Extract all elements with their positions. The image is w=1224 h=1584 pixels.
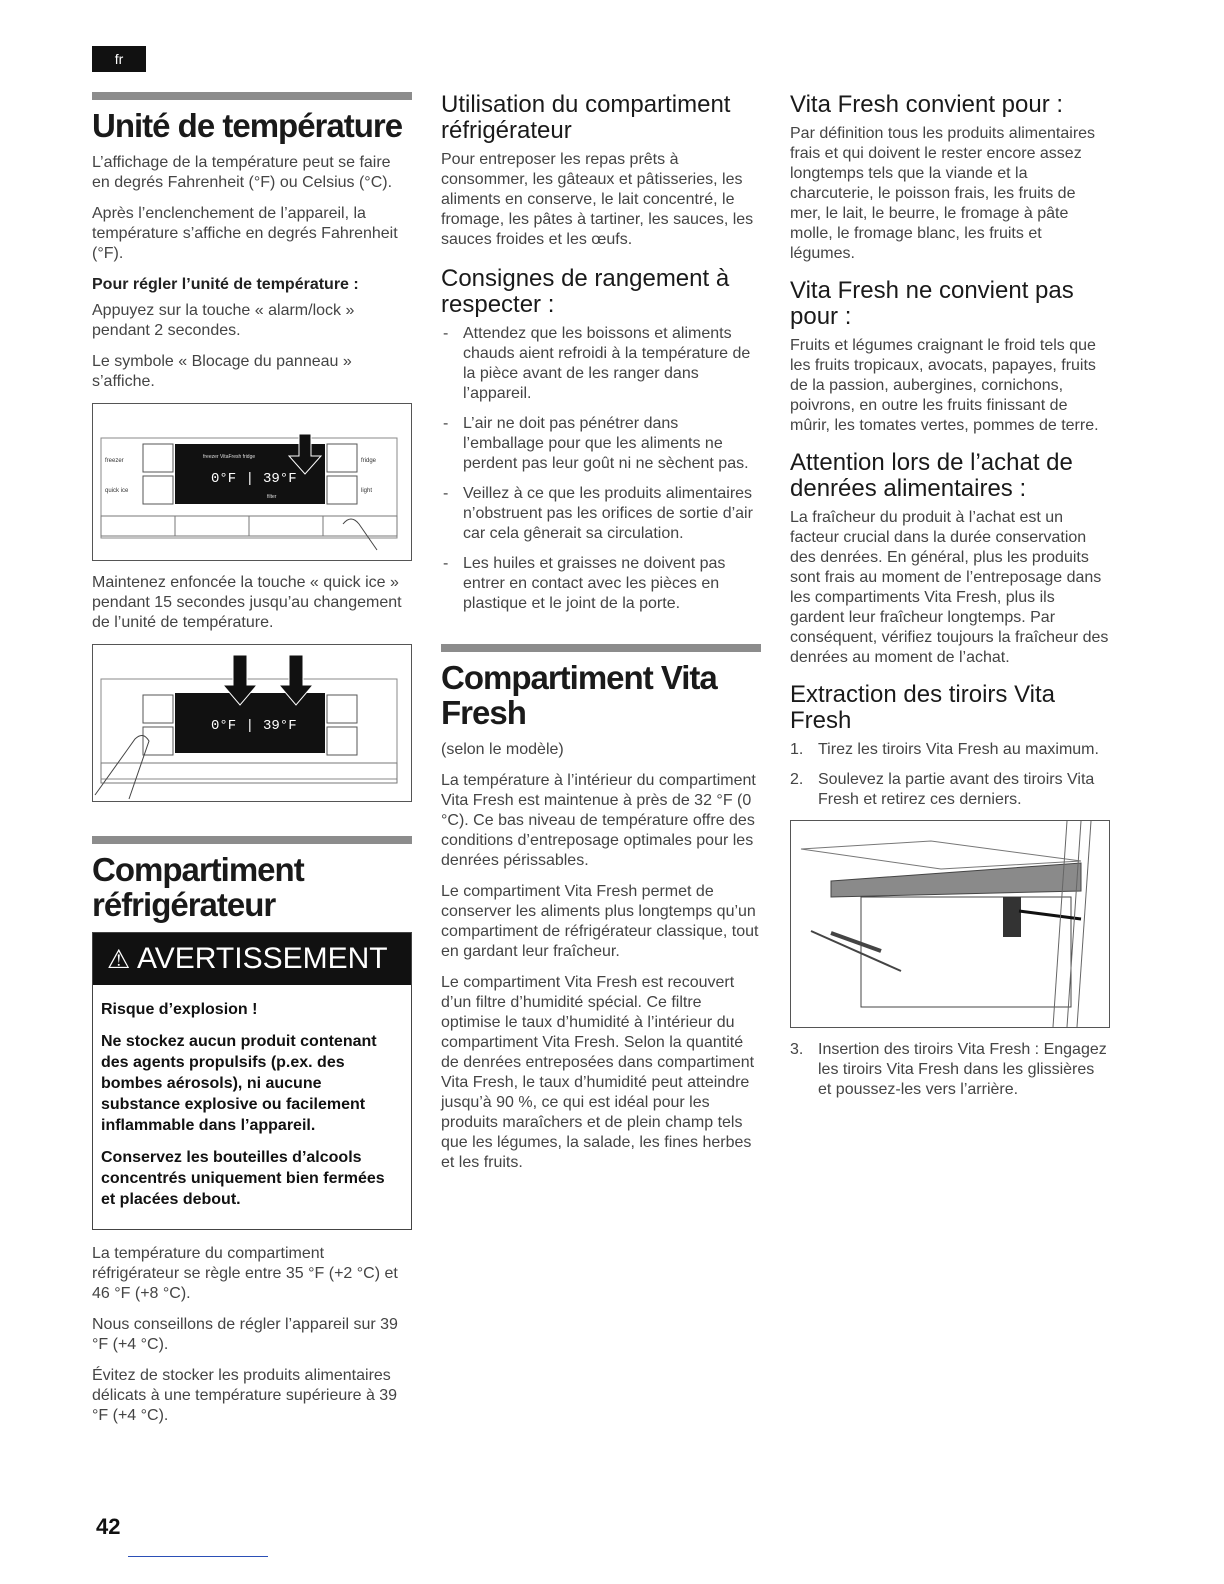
heading-fridge-usage: Utilisation du compartiment réfrigérateur <box>441 91 731 144</box>
subheading: Pour régler l’unité de température : <box>92 276 359 293</box>
drawer-figure <box>790 820 1110 1028</box>
step-text: Insertion des tiroirs Vita Fresh : Engagez les tiroirs Vita Fresh dans les glissières et poussez-les vers l’arrière. <box>818 1041 1107 1098</box>
warning-text: Ne stockez aucun produit contenant des agents propulsifs (p.ex. des bombes aérosols), ni aucune substance explosive ou facilement inflammable dans l’appareil. <box>101 1033 377 1134</box>
warning-title: AVERTISSEMENT <box>137 942 388 975</box>
column-1 <box>92 92 412 1437</box>
section-rule <box>92 836 412 844</box>
step-number: 3. <box>790 1041 804 1058</box>
fridge-temp-readout: 39°F <box>263 471 297 487</box>
paragraph: La température à l’intérieur du compartiment Vita Fresh est maintenue à près de 32 °F (0 °C). Ce bas niveau de température offre des conditions d’entreposage optimales pour les denrées périssables. <box>441 772 756 869</box>
language-tab: fr <box>92 46 146 72</box>
warning-triangle-icon: ⚠ <box>107 944 131 974</box>
paragraph: Maintenez enfoncée la touche « quick ice » pendant 15 secondes jusqu’au changement de l’unité de température. <box>92 574 402 631</box>
heading-vita-fresh: Compartiment Vita Fresh <box>441 659 717 731</box>
quick-ice-label: quick ice <box>105 488 129 494</box>
control-panel-figure-2 <box>92 644 412 802</box>
finger-icon <box>343 519 377 550</box>
heading-fridge-compartment: Compartiment réfrigérateur <box>92 851 304 923</box>
step-item <box>790 770 1110 810</box>
column-2 <box>441 92 761 1184</box>
list-item: - Les huiles et graisses ne doivent pas entrer en contact avec les pièces en plastique et le joint de la porte. <box>441 554 761 614</box>
paragraph: Le compartiment Vita Fresh permet de conserver les aliments plus longtemps qu’un compartiment de réfrigérateur classique, tout en gardant leur fraîcheur. <box>441 883 759 960</box>
removal-steps <box>790 740 1110 810</box>
warning-text: Conservez les bouteilles d’alcools concentrés uniquement bien fermées et placées debout. <box>101 1149 385 1208</box>
heading-suitable: Vita Fresh convient pour : <box>790 91 1064 118</box>
finger-icon <box>95 735 149 799</box>
heading-not-suitable: Vita Fresh ne convient pas pour : <box>790 277 1074 330</box>
paragraph: Après l’enclenchement de l’appareil, la température s’affiche en degrés Fahrenheit (°F). <box>92 205 398 262</box>
freezer-temp-readout: 0°F <box>211 471 237 487</box>
paragraph: Évitez de stocker les produits alimentaires délicats à une température supérieure à 39 °F (+4 °C). <box>92 1367 398 1424</box>
light-filter-label: light <box>361 488 373 494</box>
paragraph: La fraîcheur du produit à l’achat est un facteur crucial dans la durée conservation des denrées. En général, plus les produits sont frais au moment de l’entreposage dans les compartiments Vita Fresh, plus ils gardent leur fraîcheur longtemps. Par conséquent, vérifiez toujours la fraîcheur des denrées au moment de l’achat. <box>790 509 1109 666</box>
column-3 <box>790 92 1110 1110</box>
control-panel-illustration <box>93 404 411 560</box>
section-rule <box>441 644 761 652</box>
paragraph: Appuyez sur la touche « alarm/lock » pendant 2 secondes. <box>92 302 355 339</box>
page-number: 42 <box>96 1514 121 1539</box>
warning-text: Risque d’explosion ! <box>101 1001 258 1018</box>
step-number: 1. <box>790 741 804 758</box>
temp-separator: | <box>248 716 252 732</box>
storage-rules-list <box>441 324 761 614</box>
step-item <box>790 740 1110 760</box>
paragraph: Fruits et légumes craignant le froid tels que les fruits tropicaux, avocats, papayes, fruits de la passion, aubergines, cornichons, poivrons, en outre les fruits finissant de mûrir, les tomates vertes, pommes de terre. <box>790 337 1099 434</box>
paragraph: Le symbole « Blocage du panneau » s’affiche. <box>92 353 352 390</box>
warning-body <box>93 985 411 1229</box>
list-item: - Veillez à ce que les produits alimentaires n’obstruent pas les orifices de sortie d’air car cela gênerait sa circulation. <box>441 484 761 544</box>
warning-header <box>93 933 411 985</box>
paragraph: (selon le modèle) <box>441 741 564 758</box>
step-text: Soulevez la partie avant des tiroirs Vita Fresh et retirez ces derniers. <box>818 771 1095 808</box>
step-text: Tirez les tiroirs Vita Fresh au maximum. <box>818 741 1099 758</box>
freezer-temp-readout: 0°F <box>211 718 237 734</box>
heading-storage-rules: Consignes de rangement à respecter : <box>441 265 730 318</box>
freezer-label: freezer <box>105 458 124 464</box>
section-rule <box>92 92 412 100</box>
paragraph: Nous conseillons de régler l’appareil sur 39 °F (+4 °C). <box>92 1316 398 1353</box>
display-top-labels: freezer VitaFresh fridge <box>203 454 256 460</box>
paragraph: La température du compartiment réfrigérateur se règle entre 35 °F (+2 °C) et 46 °F (+8 °C). <box>92 1245 398 1302</box>
drawer-illustration <box>791 821 1107 1027</box>
paragraph: Pour entreposer les repas prêts à consommer, les gâteaux et pâtisseries, les aliments en conserve, le lait concentré, le fromage, les pâtes à tartiner, les sauces, les sauces froides et les œufs. <box>441 151 754 248</box>
footer-line <box>128 1556 268 1557</box>
step-number: 2. <box>790 771 804 788</box>
step-item <box>790 1040 1110 1100</box>
filter-label: filter <box>267 494 277 500</box>
control-panel-illustration <box>93 645 411 801</box>
paragraph: Par définition tous les produits alimentaires frais et qui doivent le rester encore assez longtemps tels que la viande et la charcuterie, le poisson frais, les fruits de mer, le lait, le beurre, le fromage à pâte molle, le fromage blanc, les fruits et légumes. <box>790 125 1096 262</box>
warning-box <box>92 932 412 1230</box>
heading-temperature-unit: Unité de température <box>92 107 403 144</box>
paragraph: L’affichage de la température peut se faire en degrés Fahrenheit (°F) ou Celsius (°C). <box>92 154 393 191</box>
insertion-steps <box>790 1040 1110 1100</box>
fridge-label: fridge <box>361 458 377 464</box>
paragraph: Le compartiment Vita Fresh est recouvert d’un filtre d’humidité spécial. Ce filtre optimise le taux d’humidité à l’intérieur du compartiment Vita Fresh. Selon la quantité de denrées entreposées dans compartiment Vita Fresh, le taux d’humidité peut atteindre jusqu’à 90 %, ce qui est idéal pour les produits maraîchers et de plein champ tels que les légumes, la salade, les fines herbes et les fruits. <box>441 974 755 1171</box>
fridge-temp-readout: 39°F <box>263 718 297 734</box>
heading-purchase-attention: Attention lors de l’achat de denrées alimentaires : <box>790 449 1073 502</box>
control-panel-figure-1 <box>92 403 412 561</box>
list-item: - Attendez que les boissons et aliments chauds aient refroidi à la température de la pièce avant de les ranger dans l’appareil. <box>441 324 761 404</box>
heading-drawer-removal: Extraction des tiroirs Vita Fresh <box>790 681 1055 734</box>
list-item: - L’air ne doit pas pénétrer dans l’emballage pour que les aliments ne perdent pas leur goût ni ne sèchent pas. <box>441 414 761 474</box>
temp-separator: | <box>248 469 252 485</box>
